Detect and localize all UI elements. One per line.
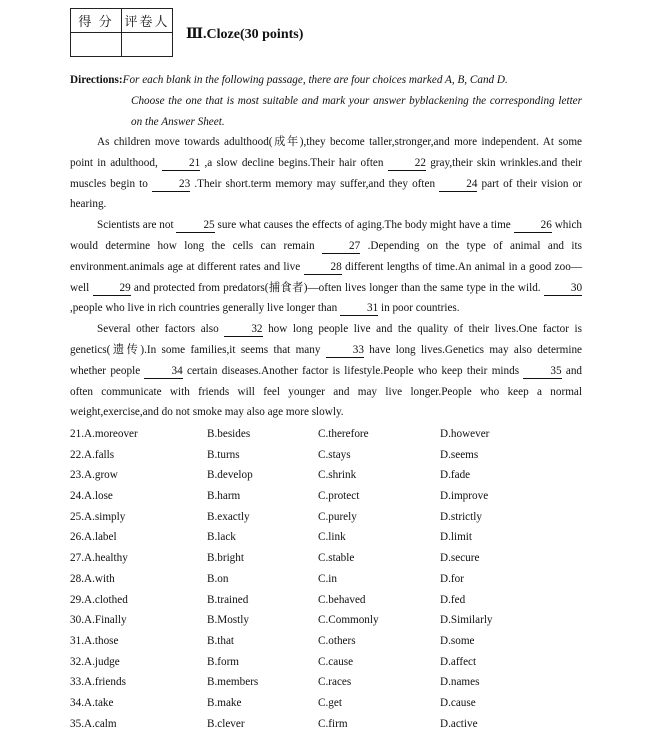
passage-text: in poor countries. bbox=[380, 302, 460, 315]
option-c[interactable]: C.link bbox=[318, 531, 346, 544]
option-c[interactable]: C.shrink bbox=[318, 469, 357, 482]
option-a[interactable]: 29.A.clothed bbox=[70, 593, 128, 606]
passage-paragraph-2 bbox=[70, 215, 582, 319]
option-c[interactable]: C.races bbox=[318, 676, 352, 689]
option-b[interactable]: B.besides bbox=[207, 428, 251, 440]
option-b[interactable]: B.trained bbox=[207, 593, 249, 606]
option-c[interactable]: C.stable bbox=[318, 552, 355, 565]
option-row bbox=[70, 465, 630, 486]
answer-options bbox=[70, 424, 630, 734]
option-c[interactable]: C.protect bbox=[318, 490, 360, 503]
blank-33[interactable]: 33 bbox=[326, 343, 364, 358]
passage-text: and often communicate with friends will feel younger and may live longer.People who keep a normal weight,exercise,and do not smoke may also age more slowly. bbox=[70, 364, 583, 419]
option-b[interactable]: B.Mostly bbox=[207, 614, 249, 627]
blank-35[interactable]: 35 bbox=[523, 364, 561, 379]
option-row bbox=[70, 652, 630, 673]
blank-25[interactable]: 25 bbox=[176, 218, 214, 233]
blank-22[interactable]: 22 bbox=[388, 156, 426, 171]
directions-line1: For each blank in the following passage, there are four choices marked A, B, Cand D. bbox=[122, 74, 508, 86]
cloze-passage bbox=[70, 132, 582, 423]
option-b[interactable]: B.that bbox=[207, 634, 235, 647]
passage-paragraph-1 bbox=[70, 132, 582, 215]
option-row bbox=[70, 672, 630, 693]
passage-text: different lengths of time.An animal in a good zoo—well bbox=[70, 260, 583, 294]
blank-32[interactable]: 32 bbox=[224, 322, 262, 337]
option-c[interactable]: C.cause bbox=[318, 655, 354, 668]
passage-text: ,people who live in rich countries generally live longer than bbox=[70, 302, 338, 315]
passage-text: have long lives.Genetics may also determine whether people bbox=[70, 343, 583, 377]
blank-23[interactable]: 23 bbox=[152, 177, 190, 192]
blank-29[interactable]: 29 bbox=[93, 281, 131, 296]
passage-text: Several other factors also bbox=[97, 323, 219, 336]
passage-text: As children move towards adulthood(成年),they become taller,stronger,and more independent. At some point in adulthood, bbox=[70, 136, 582, 169]
option-c[interactable]: C.behaved bbox=[318, 593, 366, 606]
option-row bbox=[70, 631, 630, 652]
directions bbox=[70, 70, 582, 133]
option-row bbox=[70, 590, 630, 611]
blank-27[interactable]: 27 bbox=[322, 239, 360, 254]
grader-label: 评卷人 bbox=[122, 9, 173, 33]
passage-paragraph-3 bbox=[70, 319, 582, 423]
option-row bbox=[70, 569, 630, 590]
option-d[interactable]: D.however bbox=[440, 428, 490, 440]
passage-text: .Their short.term memory may suffer,and they often bbox=[194, 177, 436, 190]
option-d[interactable]: D.seems bbox=[440, 448, 479, 461]
score-label: 得 分 bbox=[71, 9, 122, 33]
passage-text: .Depending on the type of animal and its environment.animals age at different rates and live bbox=[70, 239, 582, 273]
section-title: Ⅲ.Cloze(30 points) bbox=[186, 27, 304, 42]
option-a[interactable]: 22.A.falls bbox=[70, 448, 115, 461]
option-b[interactable]: B.lack bbox=[207, 531, 236, 544]
blank-30[interactable]: 30 bbox=[544, 281, 582, 296]
option-b[interactable]: B.on bbox=[207, 572, 229, 585]
score-box bbox=[70, 8, 173, 57]
option-d[interactable]: D.fade bbox=[440, 469, 471, 482]
blank-21[interactable]: 21 bbox=[162, 156, 200, 171]
directions-label: Directions: bbox=[70, 74, 123, 86]
option-d[interactable]: D.improve bbox=[440, 490, 489, 503]
option-d[interactable]: D.for bbox=[440, 572, 464, 585]
option-row bbox=[70, 548, 630, 569]
passage-text: Scientists are not bbox=[97, 219, 174, 232]
option-d[interactable]: D.active bbox=[440, 717, 478, 730]
passage-text: certain diseases.Another factor is lifestyle.People who keep their minds bbox=[186, 364, 520, 377]
option-a[interactable]: 33.A.friends bbox=[70, 676, 126, 689]
option-b[interactable]: B.form bbox=[207, 655, 240, 668]
option-b[interactable]: B.bright bbox=[207, 552, 244, 565]
option-c[interactable]: C.therefore bbox=[318, 428, 369, 440]
option-c[interactable]: C.firm bbox=[318, 717, 348, 730]
option-a[interactable]: 23.A.grow bbox=[70, 469, 118, 482]
option-b[interactable]: B.turns bbox=[207, 448, 240, 461]
option-b[interactable]: B.exactly bbox=[207, 510, 250, 523]
option-row bbox=[70, 527, 630, 548]
option-row bbox=[70, 693, 630, 714]
passage-text: which would determine how long the cells can remain bbox=[70, 219, 583, 252]
option-d[interactable]: D.limit bbox=[440, 531, 473, 544]
option-c[interactable]: C.get bbox=[318, 696, 342, 709]
option-d[interactable]: D.cause bbox=[440, 696, 476, 709]
option-a[interactable]: 27.A.healthy bbox=[70, 552, 128, 565]
option-c[interactable]: C.stays bbox=[318, 448, 351, 461]
option-b[interactable]: B.harm bbox=[207, 490, 241, 503]
option-c[interactable]: C.others bbox=[318, 634, 356, 647]
option-d[interactable]: D.some bbox=[440, 634, 475, 647]
option-a[interactable]: 35.A.calm bbox=[70, 717, 117, 730]
option-c[interactable]: C.purely bbox=[318, 510, 357, 523]
directions-rest: Choose the one that is most suitable and mark your answer byblackening the corresponding letter on the Answer Sheet. bbox=[131, 95, 582, 128]
option-a[interactable]: 26.A.label bbox=[70, 531, 117, 544]
passage-text: part of their vision or hearing. bbox=[70, 177, 582, 211]
option-row bbox=[70, 486, 630, 507]
option-b[interactable]: B.members bbox=[207, 676, 259, 689]
passage-text: and protected from predators(捕食者)—often lives longer than the same type in the wild. bbox=[133, 281, 541, 294]
option-a[interactable]: 25.A.simply bbox=[70, 510, 126, 523]
grader-cell[interactable] bbox=[122, 33, 173, 57]
blank-34[interactable]: 34 bbox=[144, 364, 182, 379]
passage-text: how long people live and the quality of their lives.One factor is genetics(遗传).In some families,it seems that many bbox=[70, 323, 583, 356]
option-c[interactable]: C.Commonly bbox=[318, 614, 379, 627]
option-d[interactable]: D.secure bbox=[440, 552, 480, 565]
passage-text: gray,their skin wrinkles.and their muscles begin to bbox=[70, 156, 583, 190]
option-b[interactable]: B.develop bbox=[207, 469, 253, 482]
blank-31[interactable]: 31 bbox=[340, 301, 378, 316]
option-b[interactable]: B.clever bbox=[207, 717, 245, 730]
option-a[interactable]: 30.A.Finally bbox=[70, 614, 127, 627]
option-d[interactable]: D.affect bbox=[440, 655, 477, 668]
option-a[interactable]: 24.A.lose bbox=[70, 490, 113, 503]
option-a[interactable]: 32.A.judge bbox=[70, 655, 120, 668]
option-row bbox=[70, 507, 630, 528]
option-c[interactable]: C.in bbox=[318, 572, 337, 585]
blank-26[interactable]: 26 bbox=[514, 218, 552, 233]
option-a[interactable]: 21.A.moreover bbox=[70, 428, 138, 440]
blank-24[interactable]: 24 bbox=[439, 177, 477, 192]
score-cell[interactable] bbox=[71, 33, 122, 57]
option-row bbox=[70, 424, 630, 445]
option-d[interactable]: D.strictly bbox=[440, 510, 482, 523]
option-b[interactable]: B.make bbox=[207, 696, 242, 709]
option-row bbox=[70, 610, 630, 631]
passage-text: sure what causes the effects of aging.The body might have a time bbox=[217, 219, 511, 232]
option-a[interactable]: 31.A.those bbox=[70, 634, 119, 647]
passage-text: ,a slow decline begins.Their hair often bbox=[204, 156, 384, 169]
blank-28[interactable]: 28 bbox=[304, 260, 342, 275]
option-row bbox=[70, 445, 630, 466]
option-d[interactable]: D.names bbox=[440, 676, 480, 689]
option-d[interactable]: D.fed bbox=[440, 593, 466, 606]
option-row bbox=[70, 714, 630, 734]
option-a[interactable]: 28.A.with bbox=[70, 572, 115, 585]
option-d[interactable]: D.Similarly bbox=[440, 614, 493, 627]
option-a[interactable]: 34.A.take bbox=[70, 696, 114, 709]
